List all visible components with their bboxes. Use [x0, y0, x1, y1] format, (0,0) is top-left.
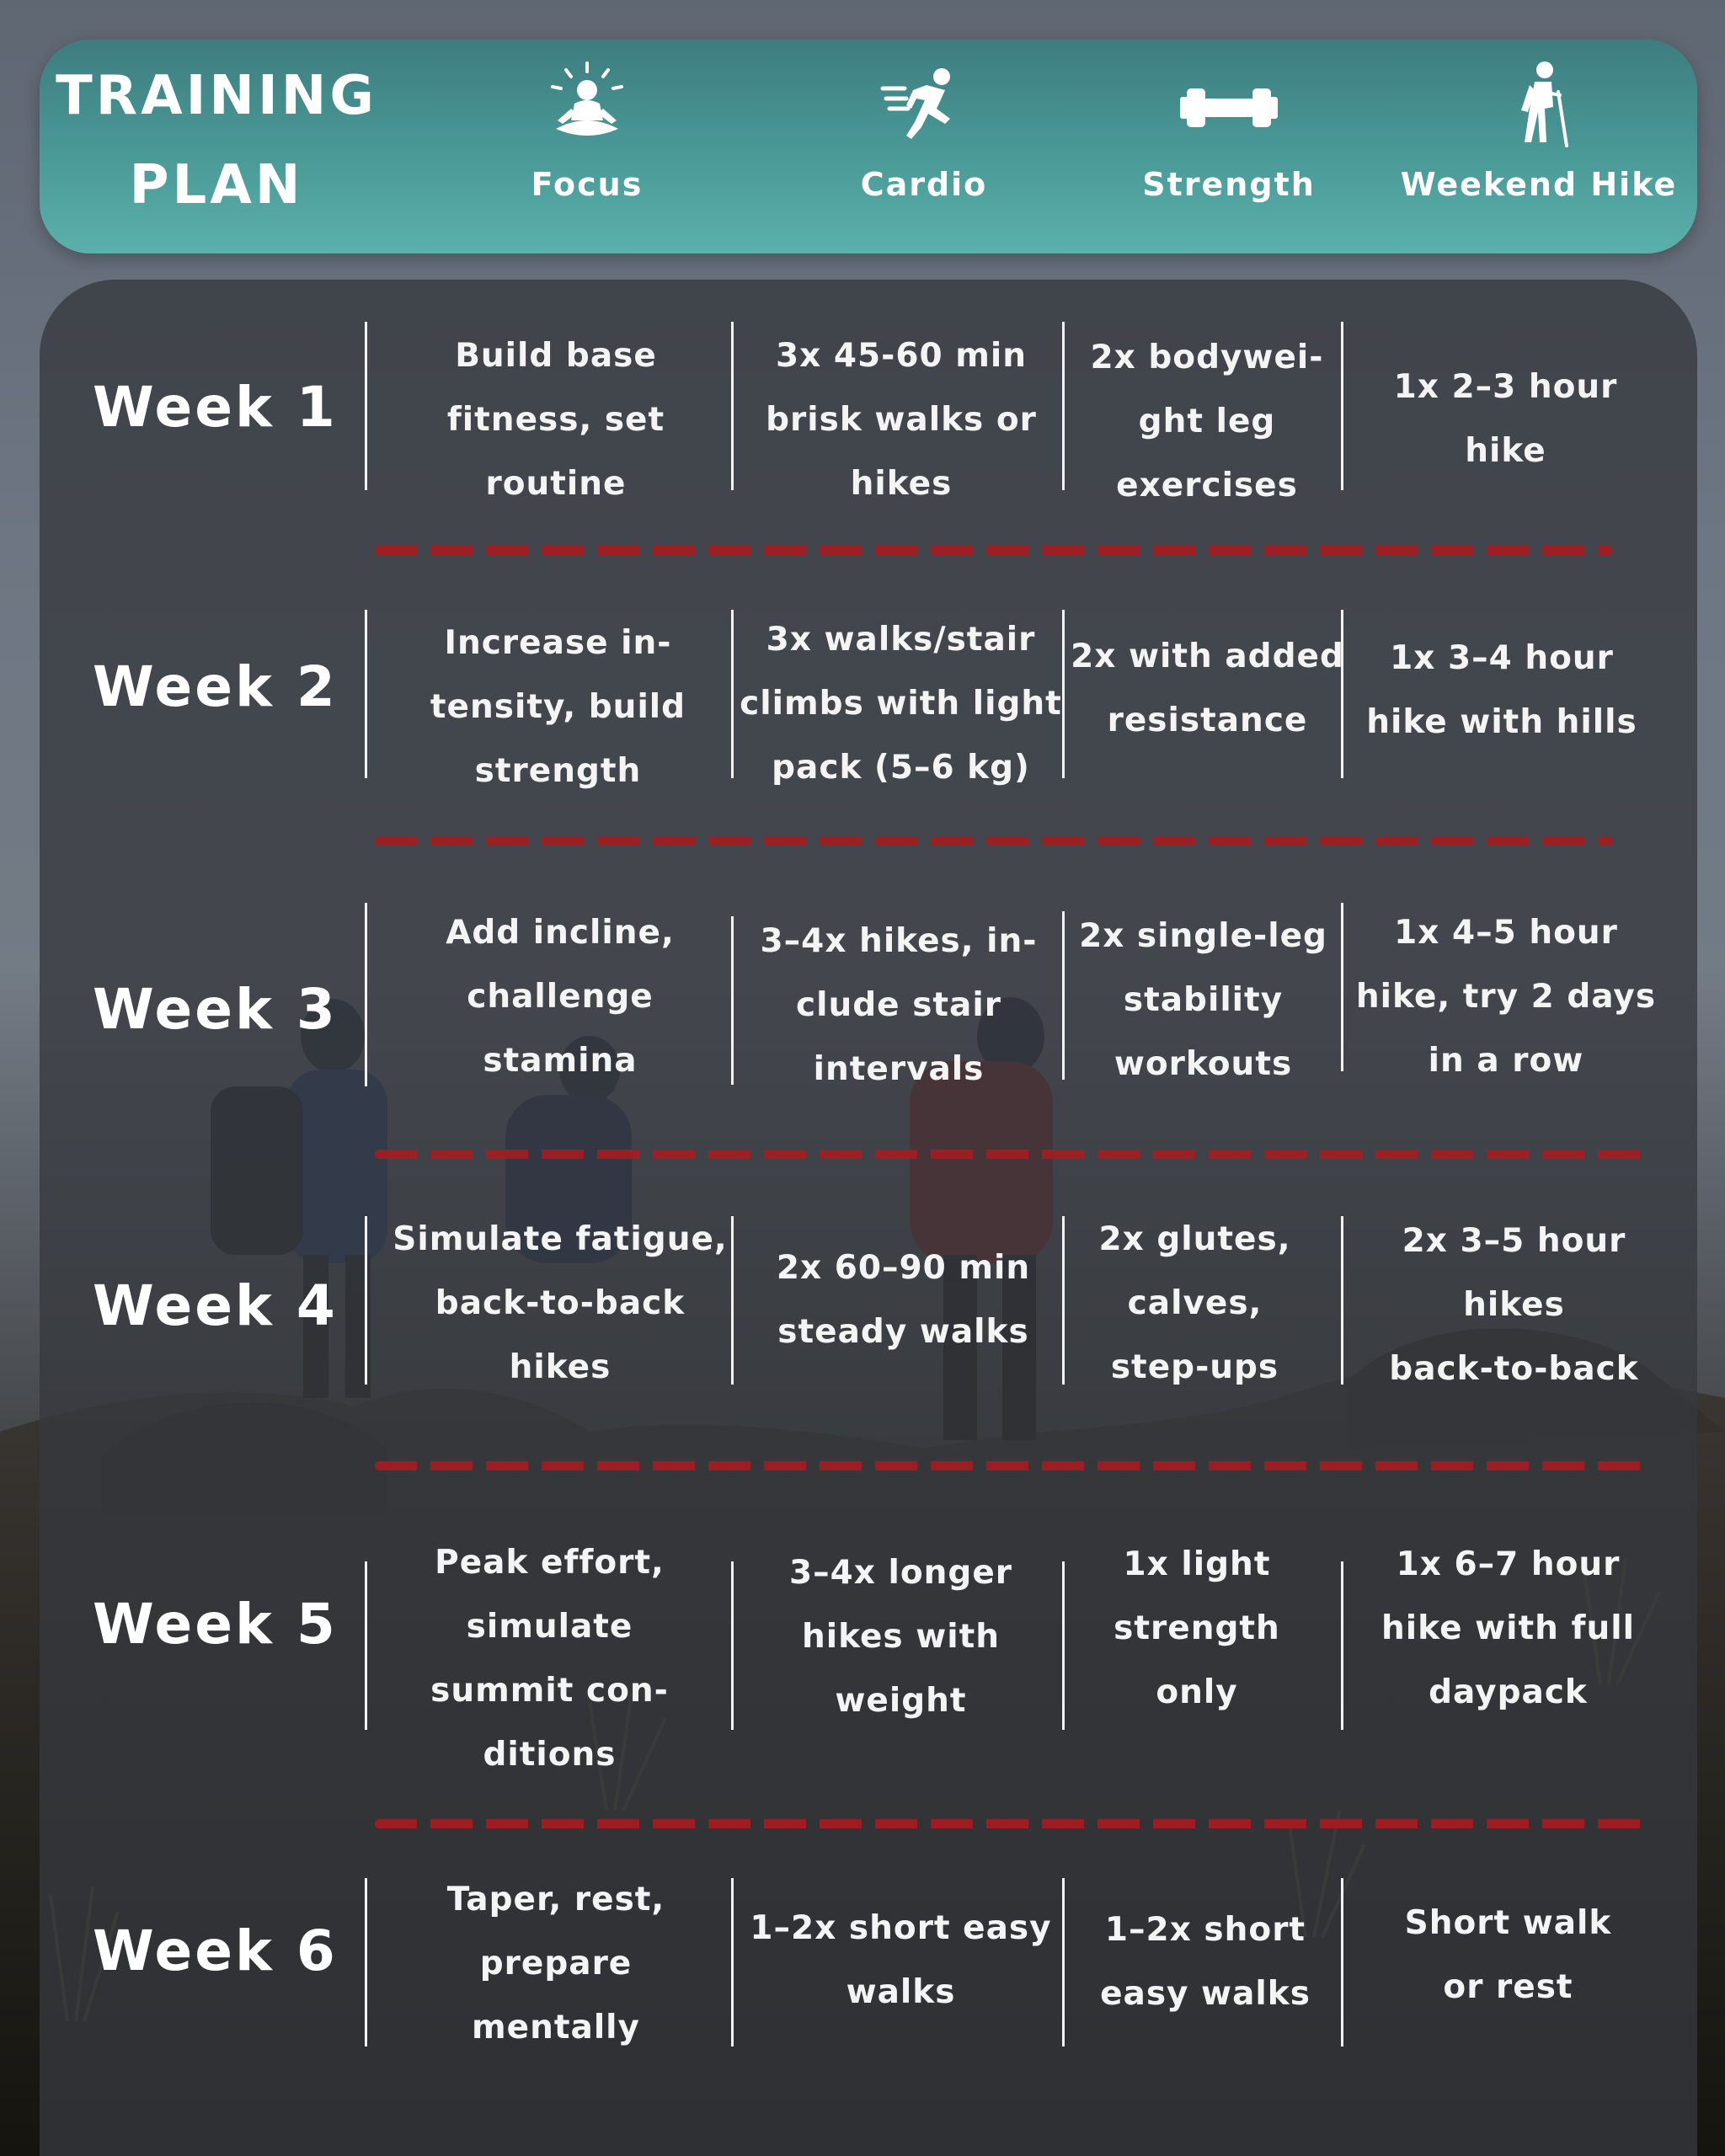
column-divider: [365, 322, 367, 490]
row-divider: [375, 1150, 1642, 1159]
column-header-cardio: [798, 40, 1050, 253]
cardio-cell: 3–4x longer hikes with weight: [788, 1554, 1013, 1720]
dumbbell-icon: [1178, 58, 1279, 154]
cardio-cell: 3x 45-60 min brisk walks or hikes: [766, 337, 1037, 503]
weekend-hike-cell: 1x 2–3 hour hike: [1393, 368, 1618, 470]
focus-cell: Add incline, challenge stamina: [446, 914, 675, 1080]
column-divider: [365, 1878, 367, 2047]
week-label: Week 2: [93, 654, 338, 719]
strength-cell: 2x glutes, calves, step-ups: [1098, 1220, 1291, 1386]
table-row: [0, 1213, 1725, 1390]
column-label-focus: Focus: [531, 166, 644, 203]
cardio-cell: 1–2x short easy walks: [750, 1909, 1052, 2011]
focus-cell: Simulate fatigue, back-to-back hikes: [393, 1220, 728, 1386]
weekend-hike-cell: 2x 3–5 hour hikes back-to-back: [1389, 1222, 1639, 1388]
column-divider: [1341, 903, 1343, 1071]
week-label: Week 6: [93, 1919, 338, 1983]
meditation-icon: [541, 58, 633, 154]
row-divider: [375, 1461, 1642, 1470]
weekend-hike-cell: 1x 3–4 hour hike with hills: [1366, 639, 1637, 741]
column-divider: [365, 1216, 367, 1385]
weekend-hike-cell: 1x 4–5 hour hike, try 2 days in a row: [1355, 914, 1657, 1080]
column-label-cardio: Cardio: [860, 166, 988, 203]
weekend-hike-cell: Short walk or rest: [1404, 1904, 1612, 2006]
week-label: Week 1: [93, 375, 338, 440]
table-row: [0, 901, 1725, 1086]
table-row: [0, 1876, 1725, 2053]
header-banner: [40, 40, 1697, 253]
focus-cell: Build base fitness, set routine: [446, 337, 665, 503]
week-label: Week 5: [93, 1592, 338, 1657]
table-row: [0, 608, 1725, 790]
column-label-weekend-hike: Weekend Hike: [1400, 166, 1678, 203]
focus-cell: Increase in- tensity, build strength: [430, 624, 686, 790]
focus-cell: Taper, rest, prepare mentally: [446, 1881, 665, 2047]
column-divider: [365, 610, 367, 778]
page-title-line1: TRAINING: [56, 65, 377, 127]
column-divider: [1341, 1216, 1343, 1385]
weekend-hike-cell: 1x 6–7 hour hike with full daypack: [1381, 1545, 1635, 1711]
column-header-weekend-hike: [1370, 40, 1707, 253]
table-row: [0, 320, 1725, 504]
column-divider: [365, 903, 367, 1086]
strength-cell: 2x single-leg stability workouts: [1079, 917, 1327, 1083]
row-divider: [375, 546, 1613, 555]
cardio-cell: 3x walks/stair climbs with light pack (5–6 kg): [740, 621, 1062, 787]
strength-cell: 2x with added resistance: [1071, 638, 1344, 739]
column-header-strength: [1103, 40, 1355, 253]
strength-cell: 2x bodywei- ght leg exercises: [1090, 339, 1324, 504]
week-label: Week 4: [93, 1273, 338, 1338]
cardio-cell: 3–4x hikes, in- clude stair intervals: [760, 922, 1038, 1088]
strength-cell: 1x light strength only: [1114, 1545, 1280, 1711]
hiker-icon: [1493, 58, 1585, 154]
row-divider: [375, 836, 1613, 846]
strength-cell: 1–2x short easy walks: [1100, 1911, 1311, 2013]
row-divider: [375, 1819, 1642, 1828]
table-row: [0, 1544, 1725, 1774]
column-divider: [1341, 1561, 1343, 1730]
week-label: Week 3: [93, 977, 338, 1042]
running-icon: [878, 58, 970, 154]
cardio-cell: 2x 60–90 min steady walks: [776, 1249, 1031, 1351]
page-title-line2: PLAN: [129, 154, 304, 216]
column-header-focus: [461, 40, 713, 253]
column-label-strength: Strength: [1142, 166, 1316, 203]
focus-cell: Peak effort, simulate summit con- ditions: [430, 1544, 669, 1774]
